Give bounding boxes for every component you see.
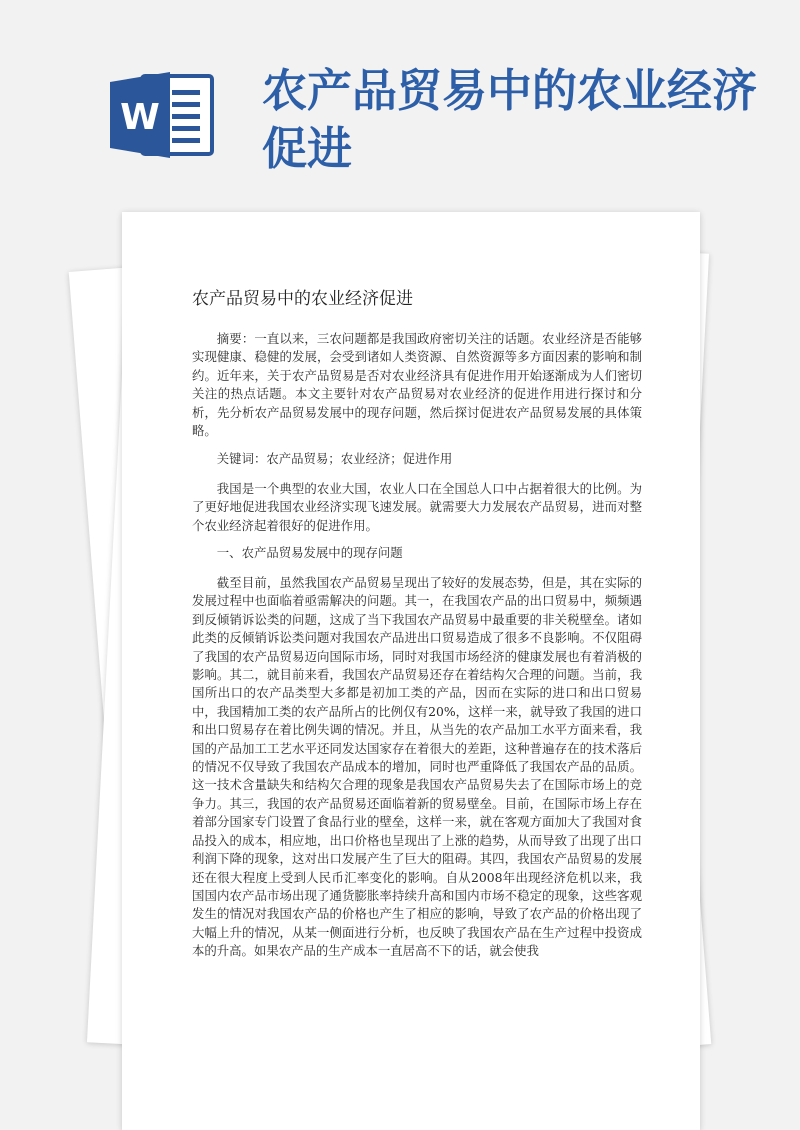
keywords-line: 关键词：农产品贸易；农业经济；促进作用 xyxy=(216,451,453,466)
header-banner xyxy=(0,0,800,200)
svg-text:W: W xyxy=(120,97,160,138)
document-title: 农产品贸易中的农业经济促进 xyxy=(192,289,413,309)
intro-paragraph: 我国是一个典型的农业大国，农业人口在全国总人口中占据着很大的比例。为了更好地促进我国农业经济实现飞速发展。就需要大力发展农产品贸易，进而对整个农业经济起着很好的促进作用。 xyxy=(192,481,642,533)
word-document-icon xyxy=(108,70,216,160)
banner-title: 农产品贸易中的农业经济促进 xyxy=(262,64,758,175)
body-paragraph: 截至目前，虽然我国农产品贸易呈现出了较好的发展态势，但是，其在实际的发展过程中也面临着亟需解决的问题。其一，在我国农产品的出口贸易中，频频遇到反倾销诉讼类的问题，这成了当下我国农产品贸易中最重要的非关税壁垒。诸如此类的反倾销诉讼类问题对我国农产品进出口贸易造成了很多不良影响。不仅阻碍了我国的农产品贸易迈向国际市场，同时对我国市场经济的健康发展也有着消极的影响。其二，就目前来看，我国农产品贸易还存在着结构欠合理的问题。当前，我国所出口的农产品类型大多都是初加工类的产品，因而在实际的进口和出口贸易中，我国精加工类的农产品所占的比例仅有20%，这样一来，就导致了我国的进口和出口贸易存在着比例失调的情况。并且，从当先的农产品加工水平方面来看，我国的产品加工工艺水平还同发达国家存在着很大的差距，这种普遍存在的技术落后的情况不仅导致了我国农产品成本的增加，同时也严重降低了我国农产品的品质。这一技术含量缺失和结构欠合理的现象是我国农产品贸易失去了在国际市场上的竞争力。其三，我国的农产品贸易还面临着新的贸易壁垒。目前，在国际市场上存在着部分国家专门设置了食品行业的壁垒，这样一来，就在客观方面加大了我国对食品投入的成本，相应地，出口价格也呈现出了上涨的趋势，从而导致了出现了出口利润下降的现象，这对出口发展产生了巨大的阻碍。其四，我国农产品贸易的发展还在很大程度上受到人民币汇率变化的影响。自从2008年出现经济危机以来，我国国内农产品市场出现了通货膨胀率持续升高和国内市场不稳定的现象，这些客观发生的情况对我国农产品的价格也产生了相应的影响，导致了农产品的价格出现了大幅上升的情况，从某一侧面进行分析，也反映了我国农产品在生产过程中投资成本的升高。如果农产品的生产成本一直居高不下的话，就会使我 xyxy=(192,575,642,959)
document-page xyxy=(122,212,700,1130)
abstract-paragraph: 摘要：一直以来，三农问题都是我国政府密切关注的话题。农业经济是否能够实现健康、稳健的发展，会受到诸如人类资源、自然资源等多方面因素的影响和制约。近年来，关于农产品贸易是否对农业经济具有促进作用开始逐渐成为人们密切关注的热点话题。本文主要针对农产品贸易对农业经济的促进作用进行探讨和分析，先分析农产品贸易发展中的现存问题，然后探讨促进农产品贸易发展的具体策略。 xyxy=(192,331,642,439)
section-heading: 一、农产品贸易发展中的现存问题 xyxy=(216,545,403,560)
